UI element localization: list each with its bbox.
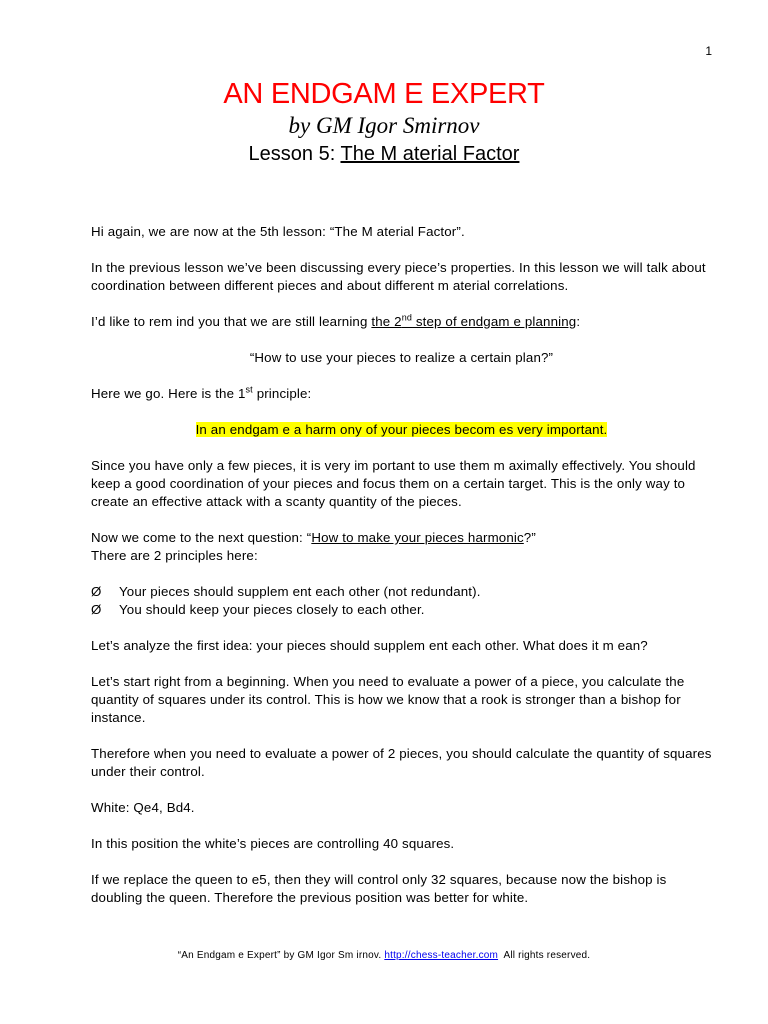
principle-intro-text: Here we go. Here is the 1 — [91, 386, 246, 401]
next-question-end: ?” — [523, 530, 536, 545]
paragraph-principle-intro — [91, 385, 712, 403]
endgame-planning-link[interactable] — [371, 314, 576, 329]
lesson-prefix: Lesson 5: — [248, 143, 341, 165]
document-title: AN ENDGAM E EXPERT — [223, 78, 545, 110]
footer-credit: “An Endgam e Expert” by GM Igor Sm irnov. — [177, 950, 385, 961]
document-body — [91, 223, 712, 925]
link-superscript: nd — [401, 312, 413, 323]
paragraph-intro: Hi again, we are now at the 5th lesson: “The M aterial Factor”. — [91, 224, 465, 239]
paragraph-previous-lesson: In the previous lesson we’ve been discussing every piece’s properties. In this lesson we will talk about coordination between different pieces and about different m aterial correlations. — [91, 260, 706, 293]
list-item-text: Your pieces should supplem ent each other (not redundant). — [119, 584, 481, 599]
highlighted-principle: In an endgam e a harm ony of your pieces becom es very important. — [195, 422, 608, 437]
bullet-icon: Ø — [91, 602, 102, 617]
paragraph-analyze: Let’s analyze the first idea: your pieces should supplem ent each other. What does it m ean? — [91, 638, 648, 653]
list-item — [91, 583, 712, 601]
author-byline: by GM Igor Smirnov — [288, 113, 480, 138]
paragraph-evaluate-piece: Let’s start right from a beginning. When you need to evaluate a power of a piece, you calculate the quantity of squares under its control. This is how we know that a rook is stronger than a bishop for instance. — [91, 674, 685, 725]
reminder-text: I’d like to rem ind you that we are still learning — [91, 314, 372, 329]
lesson-name: The M aterial Factor — [340, 143, 520, 165]
page-number: 1 — [705, 44, 712, 58]
principle-superscript: st — [245, 384, 253, 395]
principles-list — [91, 583, 712, 619]
harmonic-link[interactable]: How to make your pieces harmonic — [311, 530, 524, 545]
page-footer — [0, 950, 768, 961]
paragraph-next-question — [91, 529, 712, 565]
paragraph-position: White: Qe4, Bd4. — [91, 800, 195, 815]
footer-rights: All rights reserved. — [498, 950, 591, 961]
paragraph-evaluate-two: Therefore when you need to evaluate a power of 2 pieces, you should calculate the quantity of squares under their control. — [91, 746, 712, 779]
paragraph-question: “How to use your pieces to realize a certain plan?” — [249, 350, 554, 365]
paragraph-highlight — [91, 421, 712, 439]
principles-count: There are 2 principles here: — [91, 548, 258, 563]
reminder-colon: : — [576, 314, 581, 329]
paragraph-squares: In this position the white’s pieces are controlling 40 squares. — [91, 836, 455, 851]
footer-link[interactable]: http://chess-teacher.com — [384, 950, 499, 961]
list-item-text: You should keep your pieces closely to each other. — [119, 602, 425, 617]
paragraph-reminder — [91, 313, 712, 331]
next-question-text: Now we come to the next question: “ — [91, 530, 312, 545]
lesson-heading — [0, 143, 768, 166]
link-part-a: the 2 — [371, 314, 402, 329]
paragraph-few-pieces: Since you have only a few pieces, it is very im portant to use them m aximally effectively. You should keep a good coordination of your pieces and focus them on a certain target. This is the only way to create an effective attack with a scanty quantity of the pieces. — [91, 458, 696, 509]
bullet-icon: Ø — [91, 584, 102, 599]
principle-intro-end: principle: — [252, 386, 312, 401]
list-item — [91, 601, 712, 619]
paragraph-replace-queen: If we replace the queen to e5, then they will control only 32 squares, because now the bishop is doubling the queen. Therefore the previous position was better for white. — [91, 872, 667, 905]
link-part-b: step of endgam e planning — [412, 314, 577, 329]
